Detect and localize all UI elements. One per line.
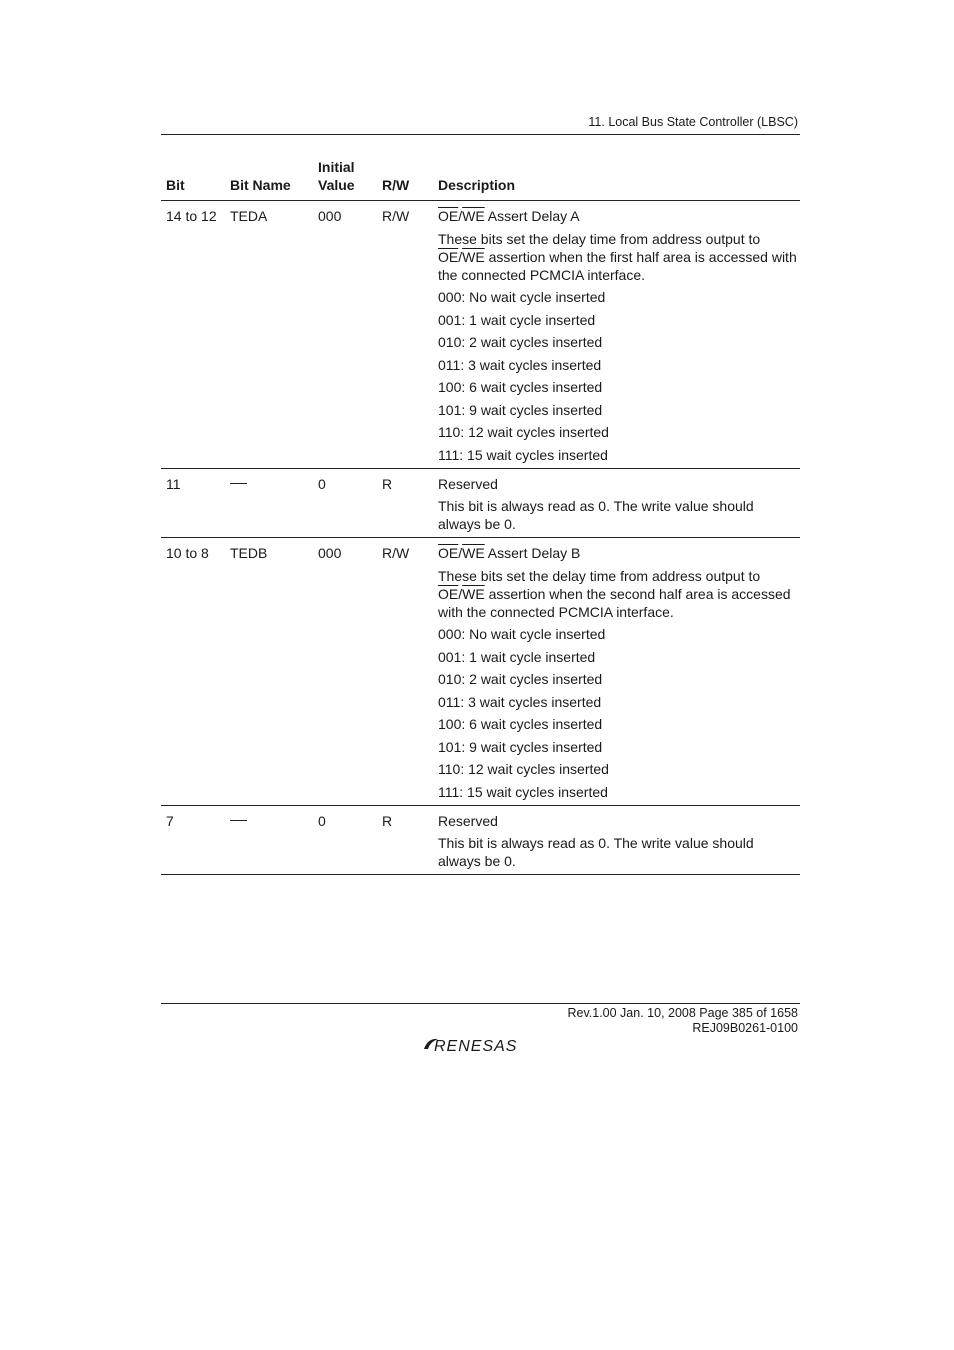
col-rw: R/W: [377, 158, 433, 201]
page-footer: [567, 1006, 798, 1036]
signal-oe: $\overline{OE}$: [438, 585, 459, 602]
header-rule: [161, 134, 800, 135]
desc-option: 111: 15 wait cycles inserted: [438, 446, 608, 463]
table-row: [161, 538, 800, 806]
signal-oe: $\overline{OE}$: [438, 545, 459, 561]
desc-option: 011: 3 wait cycles inserted: [438, 356, 602, 373]
table-row: [161, 201, 800, 469]
signal-slash: /: [458, 585, 463, 602]
cell-bit-name: [225, 468, 313, 538]
desc-option: 110: 12 wait cycles inserted: [438, 761, 609, 777]
desc-paragraph: [438, 567, 800, 621]
desc-option: 010: 2 wait cycles inserted: [438, 671, 603, 687]
cell-description: [433, 538, 800, 806]
cell-rw: R/W: [377, 201, 433, 469]
signal-slash: /: [458, 248, 463, 265]
renesas-logo: [422, 1034, 542, 1061]
col-initial-line1: Initial: [318, 159, 355, 175]
signal-slash: /: [458, 208, 463, 224]
desc-paragraph-end: assertion when the first half area is accessed with the connected PCMCIA interface.: [438, 248, 797, 283]
desc-title: [438, 207, 800, 225]
renesas-logo-icon: [422, 1034, 542, 1056]
cell-initial: 0: [313, 468, 377, 538]
desc-option: 111: 15 wait cycles inserted: [438, 783, 608, 800]
desc-option: 001: 1 wait cycle inserted: [438, 311, 596, 328]
cell-description: [433, 201, 800, 469]
cell-initial: 0: [313, 805, 377, 875]
table-row: [161, 468, 800, 538]
desc-paragraph: This bit is always read as 0. The write value should always be 0.: [438, 498, 754, 532]
em-dash-icon: [230, 483, 247, 484]
cell-rw: R: [377, 805, 433, 875]
desc-option: 011: 3 wait cycles inserted: [438, 693, 602, 710]
cell-rw: R: [377, 468, 433, 538]
signal-we: $\overline{WE}$: [462, 545, 485, 561]
desc-title: [438, 544, 800, 562]
cell-description: [433, 468, 800, 538]
desc-paragraph-end: assertion when the second half area is accessed with the connected PCMCIA interface.: [438, 585, 791, 620]
cell-bit: 7: [161, 805, 225, 875]
footer-document-number: REJ09B0261-0100: [692, 1021, 798, 1035]
cell-bit-name: TEDA: [225, 201, 313, 469]
signal-we: $\overline{WE}$: [462, 585, 485, 602]
col-initial-value: [313, 158, 377, 201]
desc-paragraph: [438, 230, 800, 284]
desc-option: 010: 2 wait cycles inserted: [438, 334, 603, 350]
cell-initial: 000: [313, 201, 377, 469]
col-initial-line2: Value: [318, 177, 355, 193]
footer-revision: Rev.1.00 Jan. 10, 2008 Page 385 of 1658: [567, 1006, 798, 1020]
footer-rule: [161, 1003, 800, 1004]
cell-bit: 11: [161, 468, 225, 538]
col-bit: Bit: [161, 158, 225, 201]
cell-description: [433, 805, 800, 875]
desc-option: 100: 6 wait cycles inserted: [438, 379, 603, 395]
desc-option: 001: 1 wait cycle inserted: [438, 648, 596, 665]
signal-slash: /: [458, 545, 463, 561]
cell-rw: R/W: [377, 538, 433, 806]
desc-option: 110: 12 wait cycles inserted: [438, 424, 609, 440]
cell-bit: 14 to 12: [161, 201, 225, 469]
register-bit-table: [161, 158, 800, 875]
cell-bit-name: [225, 805, 313, 875]
desc-option: 000: No wait cycle inserted: [438, 626, 606, 642]
signal-oe: $\overline{OE}$: [438, 248, 459, 265]
col-bit-name: Bit Name: [225, 158, 313, 201]
desc-option: 101: 9 wait cycles inserted: [438, 738, 603, 755]
logo-wordmark: RENESAS: [434, 1038, 518, 1055]
signal-we: $\overline{WE}$: [462, 208, 485, 224]
desc-option: 100: 6 wait cycles inserted: [438, 716, 603, 732]
table-row: [161, 805, 800, 875]
desc-title: Reserved: [438, 475, 498, 492]
desc-title: Reserved: [438, 812, 498, 829]
cell-initial: 000: [313, 538, 377, 806]
table-header-row: [161, 158, 800, 201]
desc-option: 000: No wait cycle inserted: [438, 289, 606, 305]
desc-paragraph: This bit is always read as 0. The write value should always be 0.: [438, 835, 754, 869]
desc-title-text: Assert Delay B: [484, 545, 581, 561]
col-description: Description: [433, 158, 800, 201]
em-dash-icon: [230, 820, 247, 821]
desc-paragraph-start: These bits set the delay time from address output to: [438, 230, 761, 247]
running-header: 11. Local Bus State Controller (LBSC): [588, 115, 798, 129]
desc-paragraph-start: These bits set the delay time from address output to: [438, 567, 761, 584]
signal-oe: $\overline{OE}$: [438, 208, 459, 224]
cell-bit: 10 to 8: [161, 538, 225, 806]
signal-we: $\overline{WE}$: [462, 248, 485, 265]
cell-bit-name: TEDB: [225, 538, 313, 806]
desc-title-text: Assert Delay A: [484, 208, 580, 224]
desc-option: 101: 9 wait cycles inserted: [438, 401, 603, 418]
